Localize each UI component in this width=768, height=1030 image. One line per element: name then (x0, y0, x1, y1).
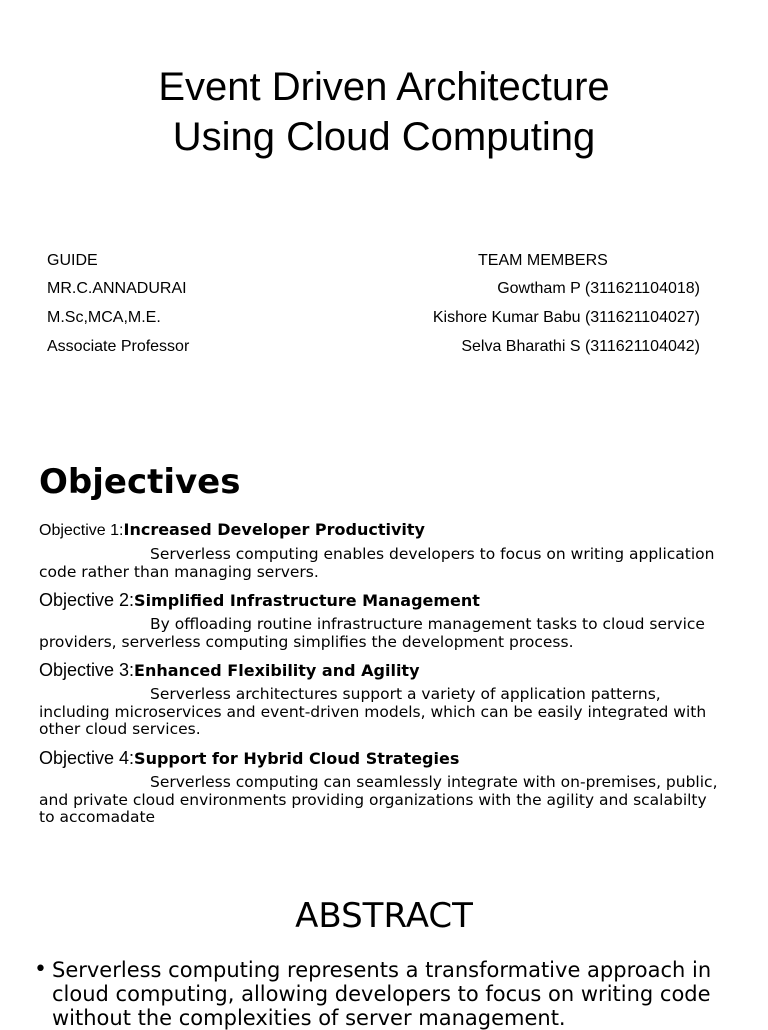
objective-number: Objective 2: (39, 590, 135, 610)
objective-title: Enhanced Flexibility and Agility (134, 661, 420, 680)
objective-header (39, 660, 420, 681)
team-member: Kishore Kumar Babu (311621104027) (432, 309, 700, 326)
objective-number: Objective 1: (39, 522, 124, 539)
abstract-text: Serverless computing represents a transformative approach in cloud computing, allowing developers to focus on writing code without the complexities of server management. (52, 958, 712, 1030)
objective-description: Serverless computing enables developers to focus on writing application code rather than managing servers. (39, 545, 715, 581)
objective-title: Simplified Infrastructure Management (134, 591, 480, 610)
guide-name: MR.C.ANNADURAI (47, 280, 187, 297)
objective-header (39, 520, 425, 541)
objectives-heading: Objectives (39, 462, 241, 502)
document-title (0, 62, 768, 162)
bullet-icon: • (34, 957, 47, 982)
objective-header (39, 590, 480, 611)
abstract-heading: ABSTRACT (295, 896, 473, 936)
objective-title: Increased Developer Productivity (123, 520, 425, 539)
objective-description: Serverless computing can seamlessly integrate with on-premises, public, and private cloud environments providing organizations with the agility and scalabilty to accomadate (39, 773, 718, 826)
objective-number: Objective 3: (39, 660, 135, 680)
objective-header (39, 748, 459, 769)
team-heading: TEAM MEMBERS (478, 252, 608, 269)
objective-number: Objective 4: (39, 748, 135, 768)
title-line-2: Using Cloud Computing (172, 115, 596, 159)
objective-description: Serverless architectures support a variety of application patterns, including microservices and event-driven models, which can be easily integrated with other cloud services. (39, 685, 707, 738)
guide-degrees: M.Sc,MCA,M.E. (47, 309, 161, 326)
guide-heading: GUIDE (47, 252, 98, 269)
guide-designation: Associate Professor (47, 338, 190, 355)
objective-title: Support for Hybrid Cloud Strategies (134, 749, 460, 768)
title-line-1: Event Driven Architecture (158, 65, 610, 109)
team-member: Gowtham P (311621104018) (497, 280, 700, 297)
team-member: Selva Bharathi S (311621104042) (461, 338, 700, 355)
objective-description: By offloading routine infrastructure management tasks to cloud service providers, serverless computing simplifies the development process. (39, 615, 705, 651)
